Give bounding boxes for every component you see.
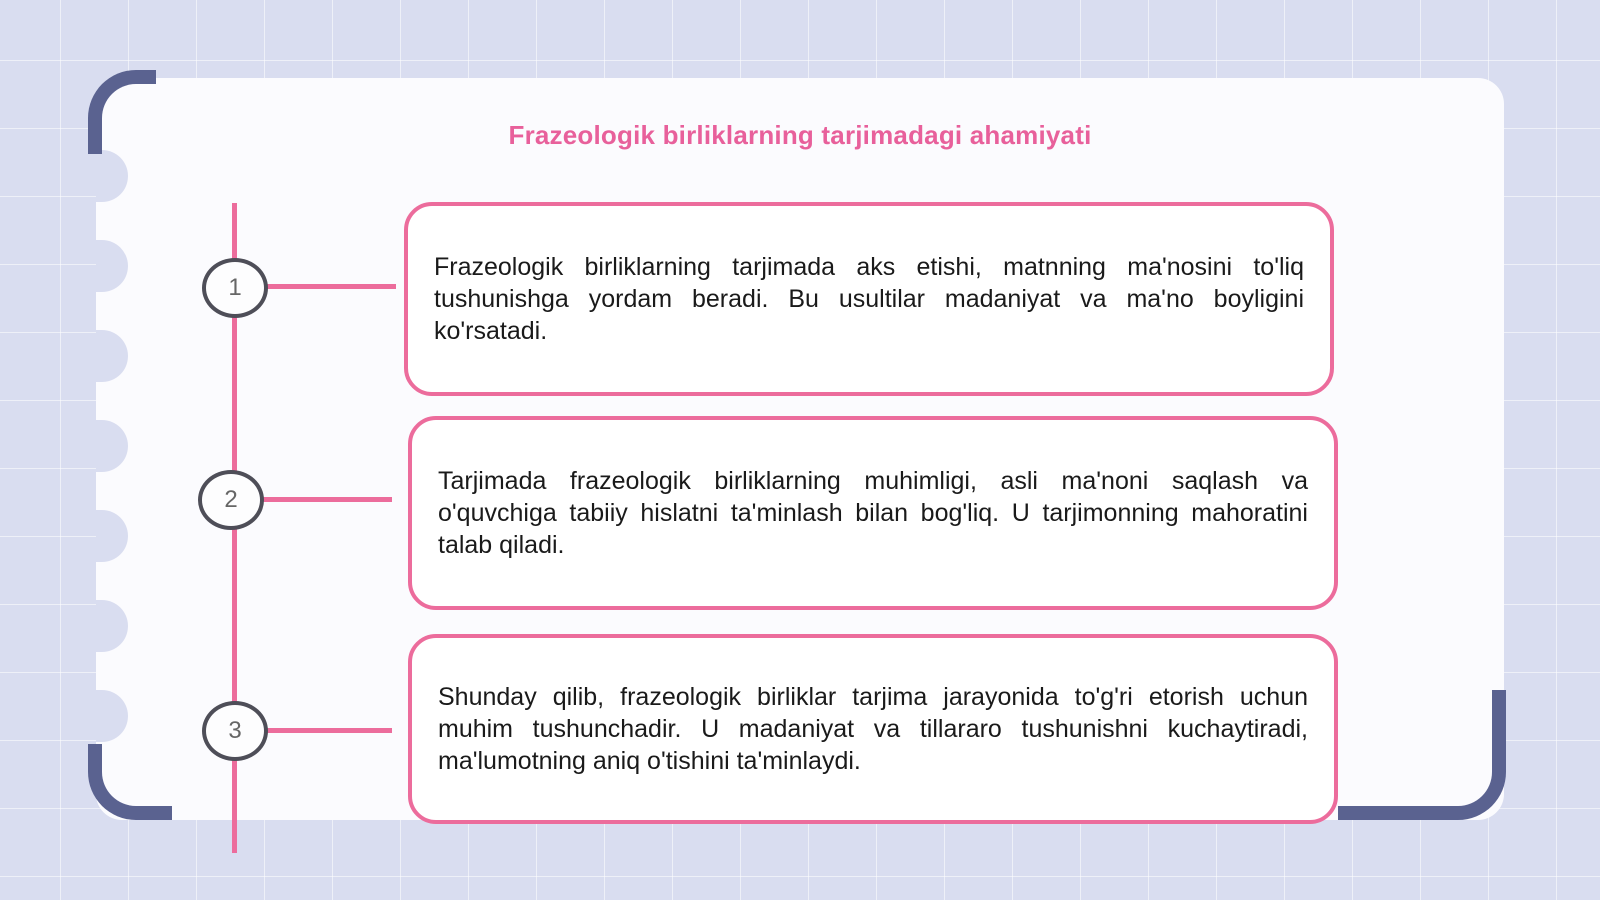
card-text-2: Tarjimada frazeologik birliklarning muhimligi, asli ma'noni saqlash va o'quvchiga tabiiy hislatni ta'minlash bilan bog'liq. U tarjimonning mahoratini talab qiladi.: [438, 467, 1308, 559]
content-card-3: [408, 634, 1338, 824]
card-text-3: Shunday qilib, frazeologik birliklar tarjima jarayonida to'g'ri etorish uchun muhim tushunchadir. U madaniyat va tillararo tushunishni kuchaytiradi, ma'lumotning aniq o'tishini ta'minlaydi.: [438, 683, 1308, 775]
card-text-1: Frazeologik birliklarning tarjimada aks etishi, matnning ma'nosini to'liq tushunishga yordam beradi. Bu usultilar madaniyat va ma'no boyligini ko'rsatadi.: [434, 253, 1304, 345]
timeline-connector: [266, 728, 392, 733]
content-card-2: [408, 416, 1338, 610]
timeline-connector: [266, 284, 396, 289]
step-number-1: 1: [202, 258, 268, 318]
corner-bracket-top-left: [88, 70, 156, 154]
step-number-3: 3: [202, 701, 268, 761]
slide-title: Frazeologik birliklarning tarjimadagi ahamiyati: [508, 120, 1092, 150]
corner-bracket-bottom-right: [1338, 690, 1506, 820]
step-number-2: 2: [198, 470, 264, 530]
content-card-1: [404, 202, 1334, 396]
timeline-connector: [262, 497, 392, 502]
